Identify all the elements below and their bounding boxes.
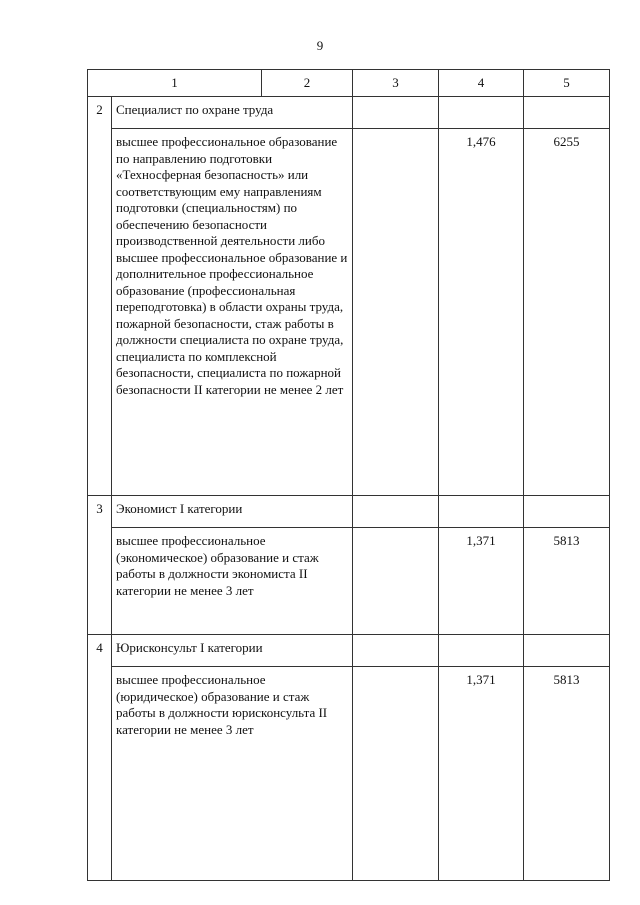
staffing-table (87, 69, 610, 881)
header-row (88, 70, 610, 97)
coefficient-value: 1,476 (439, 129, 524, 496)
qualification-requirements: высшее профессиональное (экономическое) образование и стаж работы в должности экономиста II категории не менее 3 лет (112, 528, 353, 635)
col3-cell (353, 528, 439, 635)
table-row (88, 528, 610, 635)
header-col-4: 4 (439, 70, 524, 97)
salary-value: 5813 (524, 667, 610, 881)
col3-cell (353, 635, 439, 667)
qualification-requirements: высшее профессиональное (юридическое) образование и стаж работы в должности юрисконсульта II категории не менее 3 лет (112, 667, 353, 881)
table-row (88, 635, 610, 667)
coefficient-value: 1,371 (439, 667, 524, 881)
salary-value: 6255 (524, 129, 610, 496)
row-number: 2 (88, 97, 112, 496)
row-number: 3 (88, 496, 112, 635)
col3-cell (353, 129, 439, 496)
coefficient-cell (439, 635, 524, 667)
coefficient-value: 1,371 (439, 528, 524, 635)
page-number: 9 (316, 38, 324, 53)
coefficient-cell (439, 97, 524, 129)
position-title: Юрисконсульт I категории (112, 635, 353, 667)
header-col-1: 1 (88, 70, 262, 97)
table-row (88, 129, 610, 496)
salary-value: 5813 (524, 528, 610, 635)
header-col-5: 5 (524, 70, 610, 97)
row-number: 4 (88, 635, 112, 881)
position-title: Экономист I категории (112, 496, 353, 528)
col3-cell (353, 97, 439, 129)
col3-cell (353, 667, 439, 881)
salary-cell (524, 97, 610, 129)
header-col-3: 3 (353, 70, 439, 97)
salary-cell (524, 496, 610, 528)
salary-cell (524, 635, 610, 667)
table-row (88, 667, 610, 881)
table-row (88, 97, 610, 129)
table-row (88, 496, 610, 528)
qualification-requirements: высшее профессиональное образование по направлению подготовки «Техносферная безопасность» или соответствующим ему направлениям подготовки (специальностям) по обеспечению безопасности производственной деятельности либо высшее профессиональное образование и дополнительное профессиональное образование (профессиональная переподготовка) в области охраны труда, пожарной безопасности, стаж работы в должности специалиста по охране труда, специалиста по комплексной безопасности, специалиста по пожарной безопасности II категории не менее 2 лет (112, 129, 353, 496)
header-col-2: 2 (262, 70, 353, 97)
position-title: Специалист по охране труда (112, 97, 353, 129)
coefficient-cell (439, 496, 524, 528)
col3-cell (353, 496, 439, 528)
